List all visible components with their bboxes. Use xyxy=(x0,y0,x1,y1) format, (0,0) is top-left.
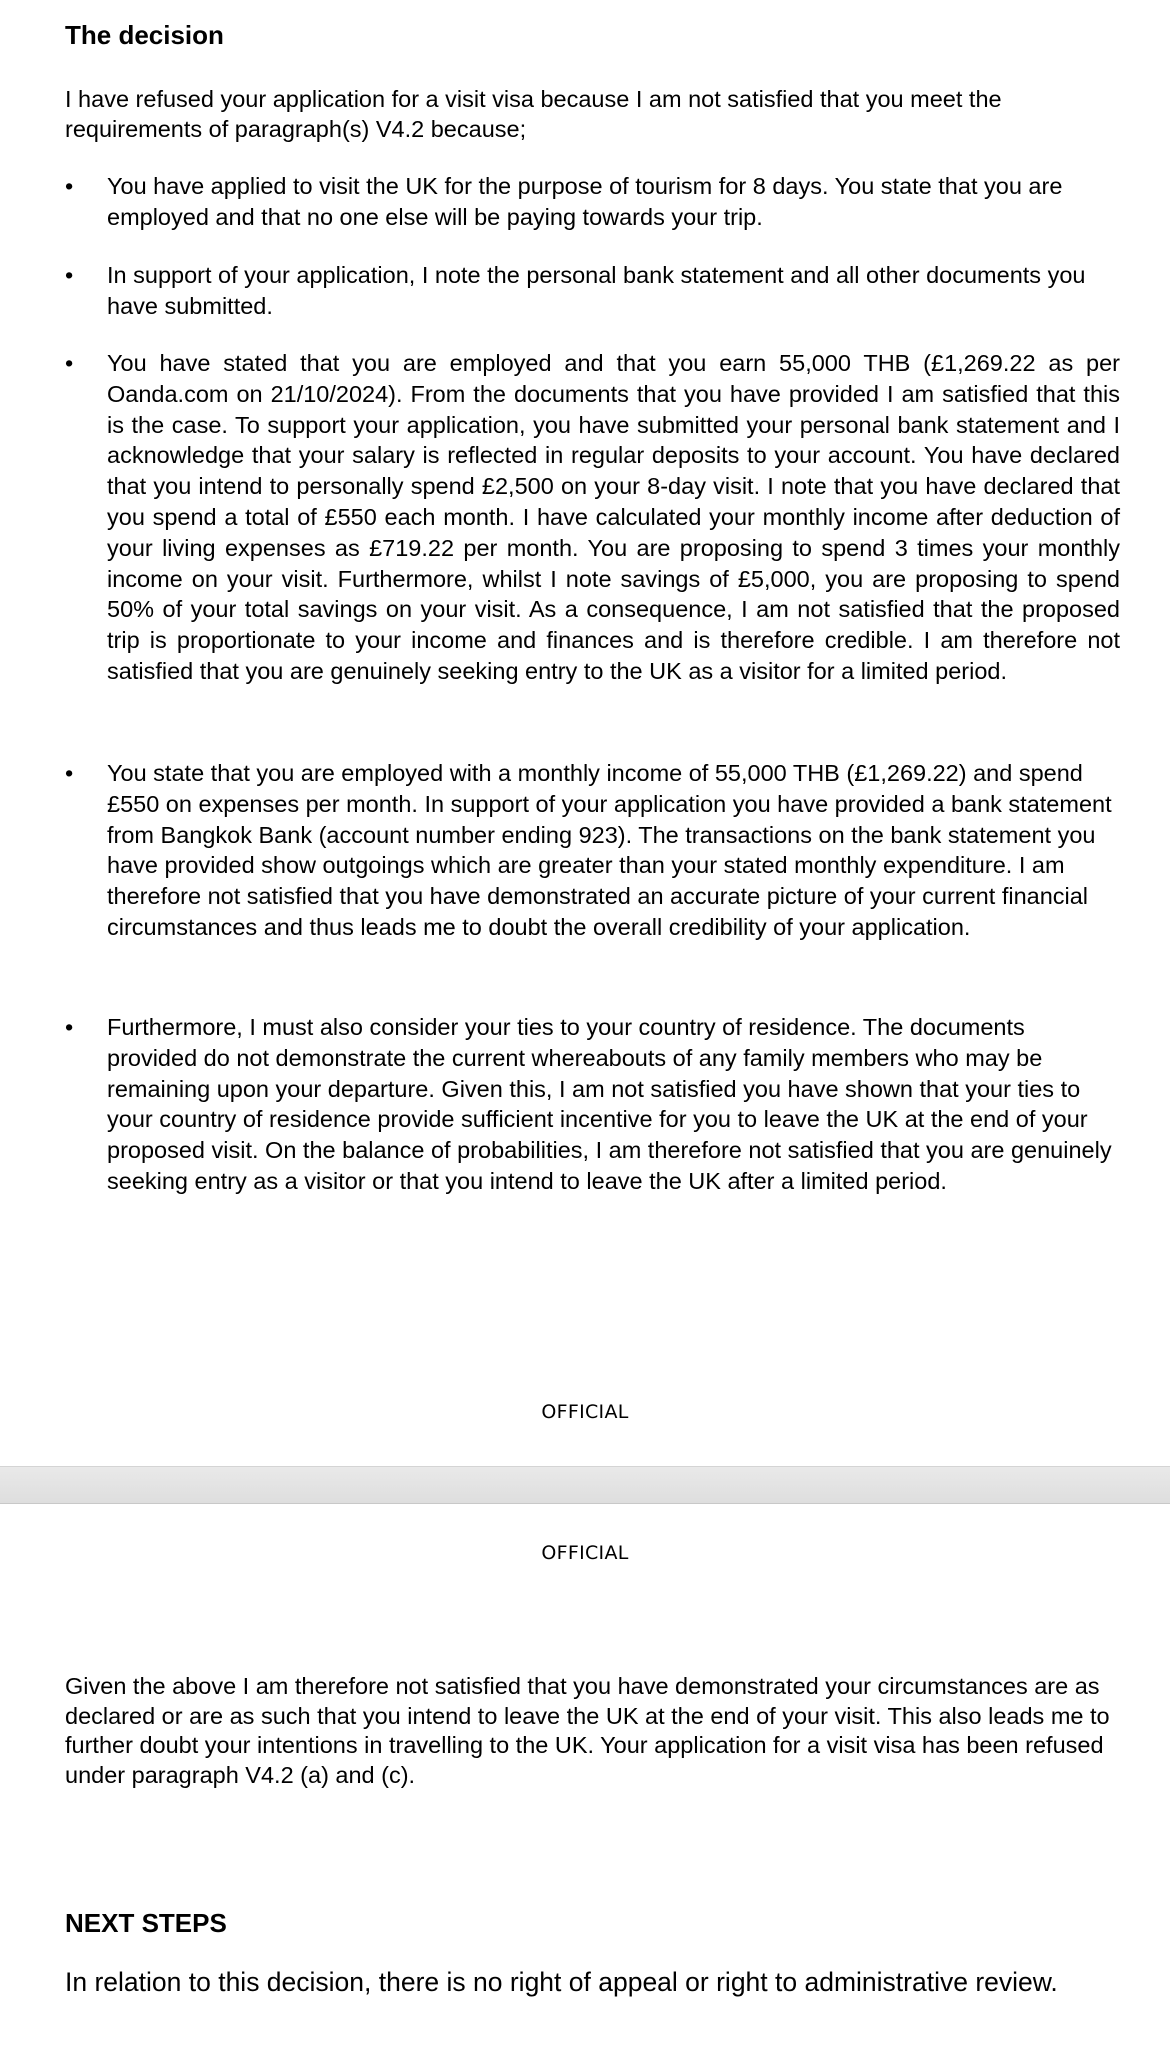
next-steps-heading: NEXT STEPS xyxy=(65,1908,227,1938)
bullet-text: You have applied to visit the UK for the purpose of tourism for 8 days. You state that you are employed and that no one else will be paying towards your trip. xyxy=(107,173,1063,230)
bullet-icon: • xyxy=(65,350,74,376)
official-footer-marking: OFFICIAL xyxy=(541,1401,629,1423)
list-item xyxy=(65,1012,1120,1197)
official-header-marking: OFFICIAL xyxy=(541,1542,629,1564)
bullet-icon: • xyxy=(65,760,74,786)
list-item xyxy=(65,758,1120,943)
next-steps-text: In relation to this decision, there is no right of appeal or right to administrative review. xyxy=(65,1967,1058,1997)
bullet-text: In support of your application, I note the personal bank statement and all other documents you have submitted. xyxy=(107,262,1086,319)
bullet-icon: • xyxy=(65,1014,74,1040)
decision-heading: The decision xyxy=(65,20,224,50)
bullet-text: You have stated that you are employed and that you earn 55,000 THB (£1,269.22 as per Oanda.com on 21/10/2024). From the documents that you have provided I am satisfied that this is the case. To support your application, you have submitted your personal bank statement and I acknowledge that your salary is reflected in regular deposits to your account. You have declared that you intend to personally spend £2,500 on your 8-day visit. I note that you have declared that you spend a total of £550 each month. I have calculated your monthly income after deduction of your living expenses as £719.22 per month. You are proposing to spend 3 times your monthly income on your visit. Furthermore, whilst I note savings of £5,000, you are proposing to spend 50% of your total savings on your visit. As a consequence, I am not satisfied that the proposed trip is proportionate to your income and finances and is therefore credible. I am therefore not satisfied that you are genuinely seeking entry to the UK as a visitor for a limited period. xyxy=(107,350,1120,684)
decision-intro: I have refused your application for a visit visa because I am not satisfied that you meet the requirements of paragraph(s) V4.2 because; xyxy=(65,86,1002,142)
list-item xyxy=(65,348,1120,687)
page-separator xyxy=(0,1466,1170,1504)
bullet-text: You state that you are employed with a monthly income of 55,000 THB (£1,269.22) and spend £550 on expenses per month. In support of your application you have provided a bank statement from Bangkok Bank (account number ending 923). The transactions on the bank statement you have provided show outgoings which are greater than your stated monthly expenditure. I am therefore not satisfied that you have demonstrated an accurate picture of your current financial circumstances and thus leads me to doubt the overall credibility of your application. xyxy=(107,760,1112,940)
list-item xyxy=(65,260,1120,322)
bullet-icon: • xyxy=(65,173,74,199)
conclusion-paragraph: Given the above I am therefore not satisfied that you have demonstrated your circumstances are as declared or are as such that you intend to leave the UK at the end of your visit. This also leads me to further doubt your intentions in travelling to the UK. Your application for a visit visa has been refused under paragraph V4.2 (a) and (c). xyxy=(65,1673,1110,1788)
list-item xyxy=(65,171,1120,233)
bullet-icon: • xyxy=(65,262,74,288)
bullet-text: Furthermore, I must also consider your ties to your country of residence. The documents provided do not demonstrate the current whereabouts of any family members who may be remaining upon your departure. Given this, I am not satisfied you have shown that your ties to your country of residence provide sufficient incentive for you to leave the UK at the end of your proposed visit. On the balance of probabilities, I am therefore not satisfied that you are genuinely seeking entry as a visitor or that you intend to leave the UK after a limited period. xyxy=(107,1014,1112,1194)
